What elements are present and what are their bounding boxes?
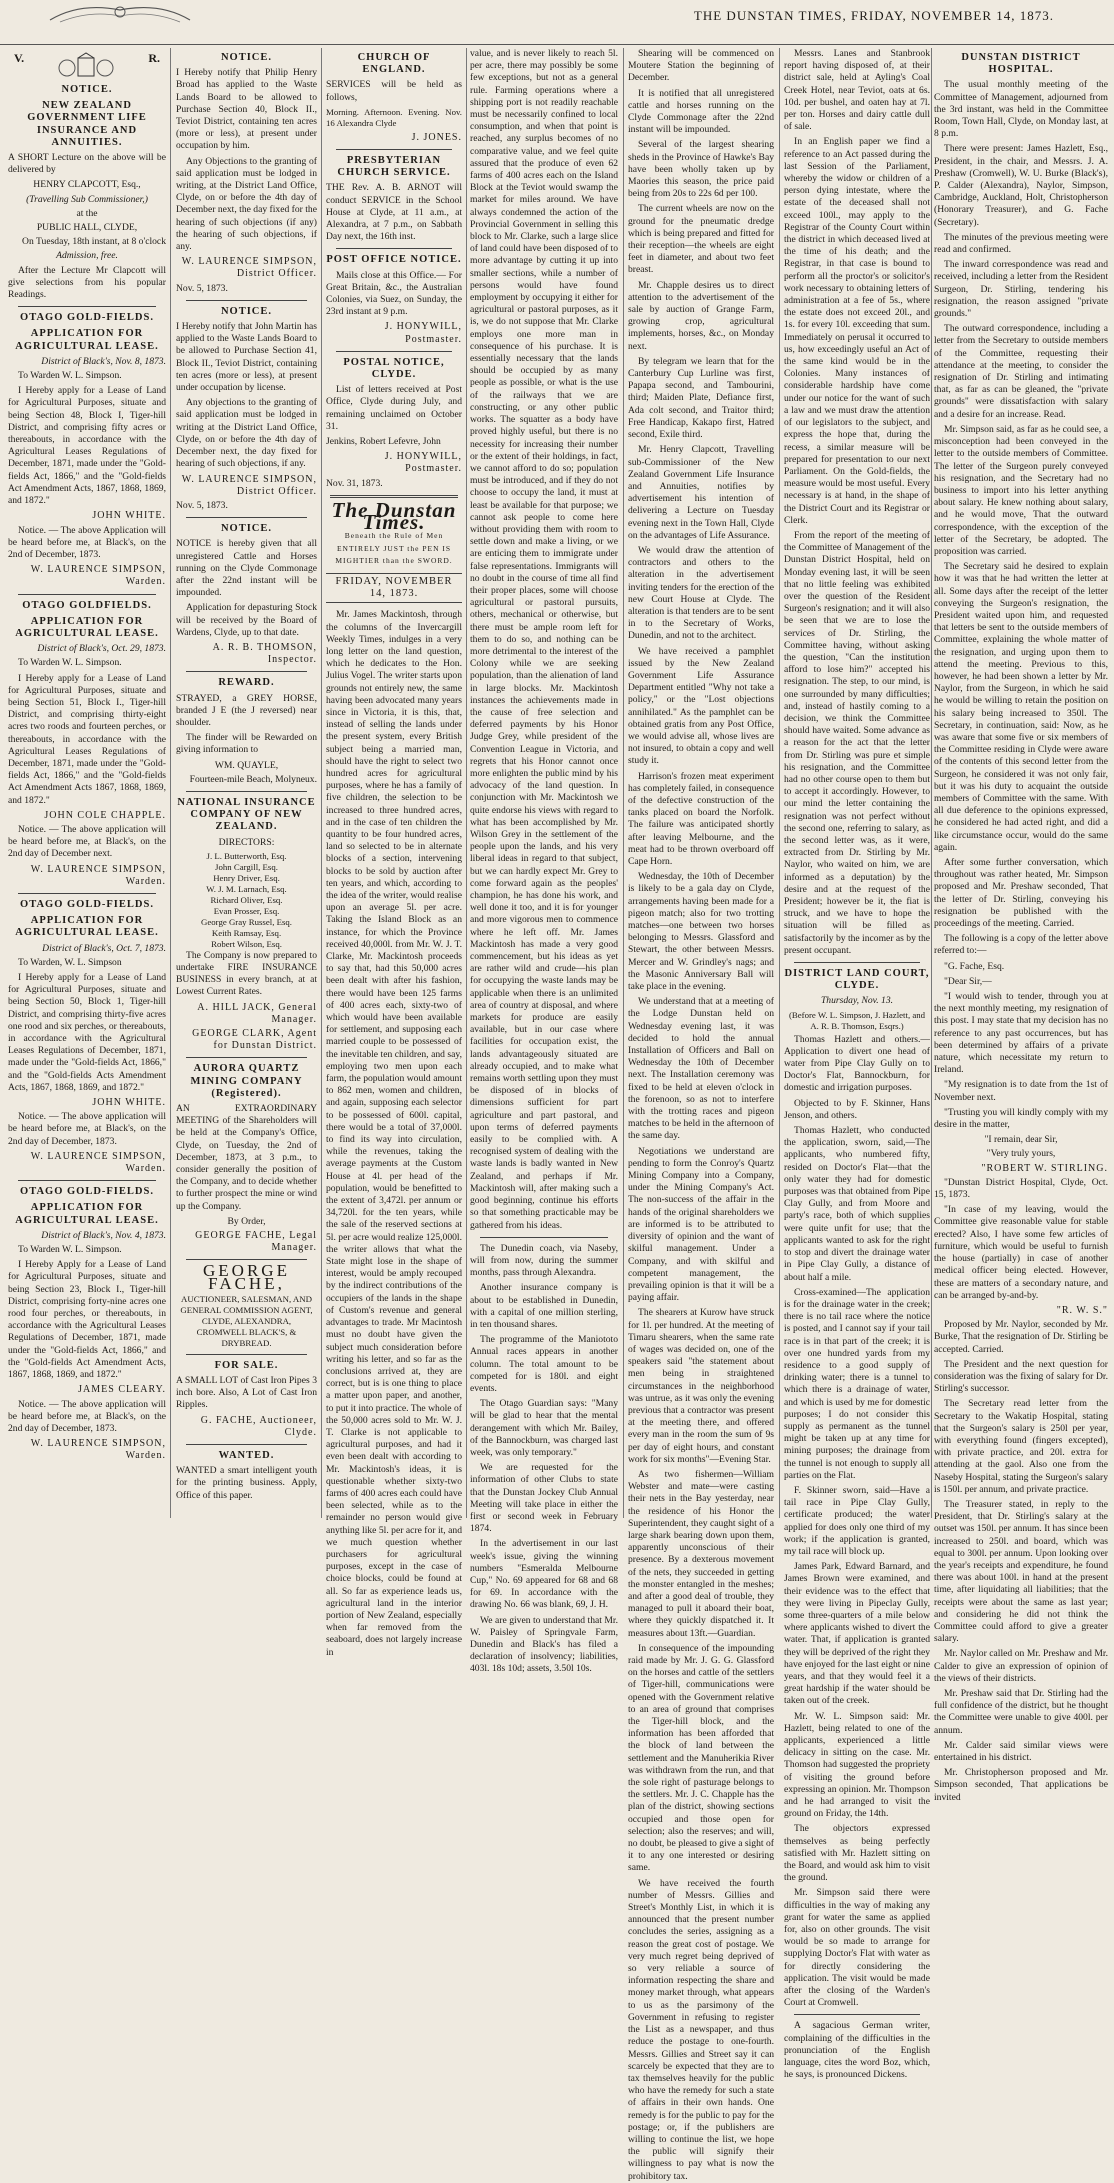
news-item: We have received a pamphlet issued by the New Zealand Government Life Assurance Department entitled "Why not take a policy," or the "Lost objections annihilated." As the pamphlet can be obtained gratis from any Post Office, we would advise all, whose lives are not insured, to obtain a copy and well study it. — [628, 645, 774, 767]
og4-heading: OTAGO GOLD-FIELDS. — [20, 1186, 154, 1198]
column-1 — [8, 48, 166, 1518]
letter-initials: "R. W. S." — [1056, 1304, 1108, 1316]
column-5 — [628, 48, 775, 2182]
n2-date: Nov. 5, 1873. — [176, 499, 228, 511]
court-item: Thomas Hazlett, who conducted the application, sworn, said,—The applicants, who numbered fifty, resided on Doctor's Flat—that the only water they had for domestic purposes was that obtained from Pipe Clay Gully, and from Moore and party's race, both of which supplies were quite unfit for use; that the applicants wanted to ask for the right to stop and divert the drainage water in Pipe Clay Gully, a distance of about half a mile. — [784, 1125, 930, 1283]
presbyterian-heading: PRESBYTERIAN CHURCH SERVICE. — [337, 155, 451, 179]
wanted-heading: WANTED. — [218, 1450, 275, 1462]
leader-article: Mr. James Mackintosh, through the columns of the Invercargill Weekly Times, indulges in a very long letter on the land question, which he dedicates to the Hon. Julius Vogel. The writer starts upon grounds not entirely new, the same having been advocated many years since in Victoria, it is this, that, instead of selling the lands under the present system, every British subject being a married man, should have the right to select two hundred acres for agricultural purposes, where he has a family of five children, the selection to be increased to three hundred acres, and in the case of ten children the quantity to be four hundred acres, land so selected to be in alternate blocks of a section, intervening blocks to be sold by auction after ten years, and which, according to the idea of the writer, would realise upon an average 5l. per acre. Taking the Island Block as an instance, for which the Province received 40,000l. from Mr. W. J. T. Clarke, Mr. Mackintosh proceeds to say that, had this 50,000 acres been dealt with after his fashion, there would have been 125 farms of 400 acres each, sixty-two of which would have been available for settlement, and supposing each married couple to be possessed of the inevitable ten children, and say, employing two men upon each farm, the population would amount to 862 men, women and children, and again, supposing each selector to be possessed of 600l. capital, there would be a total of 37,000l. to find its way into circulation, while the revenues, taking the average payments at the Custom House at 4l. per head of the population, would be benefitted to the extent of 3,472l. per annum or 34,720l. for the ten years, while the sale of the reserved sections at 5l. per acre would realize 125,000l. the writer allows that what the State might lose in the shape of interest, would be amply recouped by the indirect contributions of the occupiers of the lands in the shape of Custom's revenue and general advantages to trade. Mr Macintosh must no doubt have given the subject much consideration before writing his letter, and so far as the conclusions arrived at, they are correct, but is is one thing to place a matter upon paper, and another, to put it into practice. The whole of the 50,000 acres sold to Mr. W. J. T. Clarke is not applicable to agricultural purposes, and had it even been dealt with according to Mr. Mackintosh's ideas, it is questionable whether sixty-two farms of 400 acres each could have been selected, while as to the remainder no person would give anything like 5l. per acre for it, and we much question whether purchasers for agricultural purposes, except in the case of choice blocks, could be found at all. So far as experience leads us, agricultural land in the interior portion of New Zealand, especially when far removed from the seaboard, does not largely increase in — [326, 609, 462, 1658]
og2-warden: W. LAURENCE SIMPSON, Warden. — [30, 863, 166, 887]
venue-at: at the — [76, 207, 98, 219]
reward-name: WM. QUAYLE, — [214, 759, 279, 771]
og1-to: To Warden W. L. Simpson. — [18, 370, 122, 382]
divider — [186, 300, 307, 301]
n1-signature: W. LAURENCE SIMPSON, District Officer. — [181, 256, 317, 280]
og3-district: District of Black's, Oct. 7, 1873. — [42, 942, 166, 954]
venue: PUBLIC HALL, CLYDE, — [36, 222, 138, 234]
court-item: Mr. W. L. Simpson said: Mr. Hazlett, being related to one of the applicants, experienced a little delicacy in sitting on the case. Mr. Thomson had suggested the propriety of visiting the ground before expressing an opinion. Mr. Thompson and he had arranged to visit the ground on Friday, the 14th. — [784, 1710, 930, 1820]
og1-warden: W. LAURENCE SIMPSON, Warden. — [30, 564, 166, 588]
for-sale-heading: FOR SALE. — [214, 1359, 279, 1371]
column-rule — [170, 48, 171, 1518]
court-item: Mr. Simpson said there were difficulties in the way of making any grant for water the same as applied for, also on other grounds. The visit would be so made to arrange for supplying Doctor's Flat with water as for directly considering the application. The visit would be made after the closing of the Warden's Court at Cromwell. — [784, 1887, 930, 2009]
letter-line: "In case of my leaving, would the Committee give reasonable value for stable erected? Also, I have some few articles of furniture, which would be useful to furnish the house (partially) in case of another medical officer being elected. However, these are matters of a secondary nature, and can be arranged by-and-by. — [934, 1204, 1108, 1301]
n1-body: I Hereby notify that Philip Henry Broad has applied to the Waste Lands Board to be allowed to Purchase Section 40, Block II., Teviot District, containing ten acres (more or less), at present under occupation by him. — [176, 67, 317, 152]
lecture-note: After the Lecture Mr Clapcott will give selections from his popular Readings. — [8, 264, 166, 301]
letter-line: "My resignation is to date from the 1st of November next. — [934, 1079, 1108, 1103]
divider — [186, 1354, 307, 1355]
letter-line: "Very truly yours, — [986, 1148, 1056, 1160]
director: W. J. M. Larnach, Esq. — [206, 883, 287, 894]
hospital-item: The minutes of the previous meeting were read and confirmed. — [934, 231, 1108, 256]
letter-line: "Dear Sir,— — [944, 975, 992, 987]
letter-signature: "ROBERT W. STIRLING. — [981, 1162, 1108, 1174]
column-2 — [176, 48, 317, 1518]
letter-line: "Dunstan District Hospital, Clyde, Oct. 15, 1873. — [934, 1176, 1108, 1201]
wanted-body: WANTED a smart intelligent youth for the printing business. Apply, Office of this paper. — [176, 1465, 317, 1501]
postal-notice-signature: J. HONYWILL, Postmaster. — [384, 451, 462, 475]
hospital-item: Mr. Naylor called on Mr. Preshaw and Mr. Calder to give an expression of opinion of the views of their districts. — [934, 1648, 1108, 1684]
hospital-item: Proposed by Mr. Naylor, seconded by Mr. Burke, That the resignation of Dr. Stirling be accepted. Carried. — [934, 1319, 1108, 1355]
director: Richard Oliver, Esq. — [210, 894, 283, 905]
postal-notice-body: List of letters received at Post Office, Clyde during July, and remaining unclaimed on October 31. — [326, 384, 462, 432]
director: John Cargill, Esq. — [215, 861, 278, 872]
news-item: In the advertisement in our last week's issue, giving the winning numbers "Esmeralda Melbourne Cup," No. 69 appeared for 68 and 68 for 69. In accordance with the drawing No. 66 was blank, 69, J. H. — [470, 1538, 618, 1611]
postal-notice-names: Jenkins, Robert Lefevre, John — [326, 436, 441, 448]
letter-line: "Trusting you will kindly comply with my desire in the matter, — [934, 1106, 1108, 1131]
for-sale-signature: G. FACHE, Auctioneer, Clyde. — [200, 1414, 317, 1438]
news-item: We are given to understand that Mr. W. Paisley of Springvale Farm, Dunedin and Black's has filed a declaration of insolvency; liabilities, 403l. 18s 10d; assets, 3.50l 10s. — [470, 1614, 618, 1675]
hospital-item: Mr. Calder said similar views were entertained in his district. — [934, 1739, 1108, 1764]
hospital-item: The outward correspondence, including a letter from the Secretary to outside members of the Committee, requesting their attendance at the meeting, to consider the resignation of Dr. Stirling and intimating that, as far as can be gleaned, the "private grounds" were dissatisfaction with salary and a desire for an increase. Read. — [934, 323, 1108, 420]
og1-heading: OTAGO GOLD-FIELDS. — [20, 312, 154, 324]
n2-body2: Any objections to the granting of said application must be lodged in writing at the District Land Office, Clyde, on or before the 4th day of December next, the day fixed for hearing of such objections, if any. — [176, 397, 317, 470]
og3-notice: Notice. — The above application will be heard before me, at Black's, on the 2nd day of December, 1873. — [8, 1111, 166, 1147]
lecturer-role: (Travelling Sub Commissioner,) — [26, 193, 148, 205]
newspaper-motto: Beneath the Rule of Men ENTIRELY JUST the PEN IS MIGHTIER than the SWORD. — [335, 531, 453, 565]
admission: Admission, free. — [56, 250, 118, 262]
court-item: Objected to by F. Skinner, Hans Jenson, and others. — [784, 1097, 930, 1121]
fache-heading: GEORGE FACHE, — [203, 1261, 290, 1293]
land-court-date: Thursday, Nov. 13. — [820, 995, 894, 1007]
ni-directors-label: DIRECTORS: — [218, 836, 275, 848]
ni-body: The Company is now prepared to undertake FIRE INSURANCE BUSINESS in every branch, at at Lowest Current Rates. — [176, 949, 317, 998]
news-item: As two fishermen—William Webster and mate—were casting their nets in the Bay yesterday, near the residence of his Honor the Superintendent, they caught sight of a large shark bearing down upon them, apparently unconscious of their presence. By a dexterous movement of the nets, they succeeded in getting the monster entangled in the meshes; and after a good deal of trouble, they managed to pull it aboard their boat, where they quickly dispatched it. It measures about 13ft.—Guardian. — [628, 1468, 774, 1639]
divider — [336, 149, 452, 150]
court-item: F. Skinner sworn, said—Have a tail race in Pipe Clay Gully, certificate produced; the water applied for does only one third of my work; if the application is granted, my tail race will block up. — [784, 1484, 930, 1557]
letter-line: "I remain, dear Sir, — [984, 1134, 1058, 1146]
masthead — [0, 0, 1114, 45]
news-item: Mr. Henry Clapcott, Travelling sub-Commissioner of the New Zealand Government Life Insurance and Annuities, notifies by advertisement his intention of delivering a Lecture on Tuesday evening next in the Town Hall, Clyde on the advantages of Life Assurance. — [628, 444, 774, 541]
og2-subheading: APPLICATION FOR AGRICULTURAL LEASE. — [15, 615, 159, 639]
church-times: Morning. Afternoon. Evening. Nov. 16 Alexandra Clyde — [326, 106, 462, 128]
divider — [336, 248, 452, 249]
n2-signature: W. LAURENCE SIMPSON, District Officer. — [181, 473, 317, 497]
news-item: We have received the fourth number of Messrs. Gillies and Street's Monthly List, in which it is announced that the present number concludes the series, assigning as a reason the great cost of postage. We very much regret being deprived of so very reliable a source of information respecting the share and money market through, what appears to us as the parsimony of the Government in refusing to register the List as a newspaper, and thus reduce the postage to one-fourth. Messrs. Gillies and Street say it can scarcely be expected that they are to tax themselves heavily for the public who have the remedy for such a state of affairs in their own hands. One remedy is for the public to pay for the postage; or, if the publishers are willing to continue the list, we hope the public will signify their willingness to pay what is now the prohibitory tax. — [628, 1877, 774, 2182]
og2-heading: OTAGO GOLDFIELDS. — [22, 599, 152, 611]
postal-notice-heading: POSTAL NOTICE, CLYDE. — [343, 356, 445, 381]
og4-to: To Warden W. L. Simpson. — [18, 1244, 122, 1256]
post-office-body: Mails close at this Office.— For Great Britain, &c., the Australian Colonies, via Suez, on Sunday, the 23rd instant at 9 p.m. — [326, 269, 462, 318]
og2-signature: JOHN COLE CHAPPLE. — [44, 809, 166, 821]
news-item: Another insurance company is about to be established in Dunedin, with a capital of one million sterling, in ten thousand shares. — [470, 1282, 618, 1330]
ni-directors-list — [176, 851, 317, 950]
post-office-heading: POST OFFICE NOTICE. — [326, 254, 462, 266]
og3-subheading: APPLICATION FOR AGRICULTURAL LEASE. — [15, 915, 159, 939]
news-item: We would draw the attention of contractors and others to the alteration in the advertisement inviting tenders for the erection of the new Court House at Clyde. The alteration is that tenders are to be sent in to the Secretary of Works, Dunedin, and not to the architect. — [628, 544, 774, 642]
director: Robert Wilson, Esq. — [211, 938, 282, 949]
leader-dateline: FRIDAY, NOVEMBER 14, 1873. — [326, 573, 462, 603]
masthead-title: THE DUNSTAN TIMES, FRIDAY, NOVEMBER 14, 1873. — [693, 8, 1054, 23]
news-item: Messrs. Lanes and Stanbrook report having disposed of, at their district sale, held at Ayling's Coal Creek Hotel, near Teviot, oats at 6s. 10d. per bushel, and oaten hay at 7l. per ton. Horses and dairy cattle dull of sale. — [784, 48, 930, 133]
news-item: The Otago Guardian says: "Many will be glad to hear that the mental derangement with which Mr. Bailey, of the Bannockburn, was charged last week, was only temporary." — [470, 1398, 618, 1458]
crest-ornament-icon — [40, 0, 200, 28]
land-court-heading: DISTRICT LAND COURT, CLYDE. — [784, 968, 930, 992]
divider — [480, 1237, 608, 1238]
lecture-date: On Tuesday, 18th instant, at 8 o'clock — [22, 236, 166, 248]
divider — [18, 893, 156, 894]
court-item: Thomas Hazlett and others.—Application to divert one head of water from Pipe Clay Gully on to Doctor's Flat, Bannockburn, for domestic and irrigation purposes. — [784, 1033, 930, 1094]
hospital-item: The usual monthly meeting of the Committee of Management, adjourned from the 3rd instant, was held in the Committee Room, Town Hall, Clyde, on Monday last, at 8 p.m. — [934, 79, 1108, 140]
reward-body2: The finder will be Rewarded on giving information to — [176, 732, 317, 756]
divider — [18, 594, 156, 595]
column-3 — [326, 48, 462, 1658]
n3-heading: NOTICE. — [220, 523, 273, 535]
lecturer-name: HENRY CLAPCOTT, Esq., — [33, 179, 141, 191]
news-item: Wednesday, the 10th of December is likely to be a gala day on Clyde, arrangements having been made for a pigeon match; also for two trotting matches—one between two horses belonging to Messrs. Glassford and Stewart, the other between Messrs. Mercer and W. Grindley's nags; and the Masonic Anniversary Ball will take place in the evening. — [628, 871, 774, 993]
presbyterian-body: THE Rev. A. B. ARNOT will conduct SERVICE in the School House at Clyde, at 11 a.m., at Alexandra, at 7 p.m., on Sabbath Day next, the 16th inst. — [326, 182, 462, 243]
hospital-item: After some further conversation, which throughout was rather heated, Mr. Simpson proposed and Mr. Preshaw seconded, That the letter of Dr. Stirling, conveying his resignation be published with the proceedings of the meeting. Carried. — [934, 857, 1108, 930]
divider — [186, 791, 307, 792]
column-rule — [779, 48, 780, 1518]
church-body: SERVICES will be held as follows, — [326, 79, 462, 103]
reward-body: STRAYED, a GREY HORSE, branded J E (the J reversed) near shoulder. — [176, 692, 317, 728]
hospital-item: Mr. Simpson said, as far as he could see, a misconception had been conveyed in the letter to the outside members of Committee. The letter of the Surgeon purely conveyed his resignation, and the Secretary had no business to import into his letter anything about salary. He knew nothing about salary, and he would move, That the outward correspondence, with the exception of the letter of the Secretary, be adopted. The proposition was carried. — [934, 423, 1108, 557]
og2-to: To Warden W. L. Simpson. — [18, 657, 122, 669]
hospital-item: The Treasurer stated, in reply to the President, that Dr. Stirling's salary at the outset was 150l. per annum. It has since been increased to 250l. and board, which was equal to 300l. per annum. Upon looking over the year's receipts and expenditure, he found there was about 100l. in hand at the present time, after liquidating all liabilities; that the receipts were about the same as last year; and considering he did not think the Committee could afford to give a greater salary. — [934, 1498, 1108, 1645]
hospital-item: The following is a copy of the letter above referred to:— — [934, 933, 1108, 957]
news-item: A sagacious German writer, complaining of the difficulties in the pronunciation of the English language, cites the word Boz, which, he says, is pronounced Dickens. — [784, 2020, 930, 2081]
n3-signature: A. R. B. THOMSON, Inspector. — [212, 641, 317, 666]
og2-district: District of Black's, Oct. 29, 1873. — [37, 643, 166, 655]
og3-warden: W. LAURENCE SIMPSON, Warden. — [30, 1150, 166, 1175]
og3-signature: JOHN WHITE. — [92, 1097, 166, 1109]
divider — [794, 2014, 920, 2015]
news-item: The programme of the Maniototo Annual races appears in another column. The total amount to be competed for is 180l. and eight events. — [470, 1334, 618, 1394]
divider — [186, 671, 307, 672]
divider — [336, 351, 452, 352]
news-item: The current wheels are now on the ground for the pneumatic dredge which is being prepared and fitted for their reception—the wheels are eight feet in diameter, and about two feet breast. — [628, 203, 774, 276]
og1-subheading: APPLICATION FOR AGRICULTURAL LEASE. — [15, 328, 159, 352]
lecture-intro: A SHORT Lecture on the above will be delivered by — [8, 152, 166, 176]
divider — [186, 1259, 307, 1260]
hospital-item: The Secretary said he desired to explain how it was that he had written the letter at all. Some days after the receipt of the letter conveying the Surgeon's resignation, the President waited upon him, and requested that letters be sent to the outside members of Committee, explaining the whole matter of the resignation, and urging upon them to attend the meeting. Previous to this, however, he had been shown a letter by Mr. Naylor, from the Surgeon, in which he said he would be willing to retain the position on his salary being increased to 350l. The Secretary, in continuation, said: Now, as he was aware that some five or six members of the Committee residing in Clyde were aware of the contents of this second letter from the Surgeon, he considered it was not only fair, but it was his duty to acquaint the outside members of Committee with the same. With all due deference to the opinions expressed, he considered he had acted right, and did a like circumstance occur, would do the same again. — [934, 561, 1108, 853]
n2-heading: NOTICE. — [220, 305, 273, 317]
og4-warden: W. LAURENCE SIMPSON, Warden. — [30, 1438, 166, 1462]
divider — [18, 306, 156, 307]
director: George Gray Russel, Esq. — [201, 916, 292, 927]
news-item: Negotiations we understand are pending to form the Conroy's Quartz Mining Company into a Company, under the Mining Company's Act. The non-success of the affair in the hands of the original shareholders we are informed is to be attributed to diversity of opinion and the want of skilful management. Under a Company, and with skilful and competent management, the prevailing opinion is that it will be a paying affair. — [628, 1145, 774, 1304]
leader-continued: value, and is never likely to reach 5l. per acre, there may possibly be some few exceptions, but not as a general rule. Farming operations where a shipping port is not readily reachable must be necessarily confined to local consumption, and when that point is reached, any surplus becomes of no comparative value, and we feel quite assured that the produce of even 62 farms of 400 acres each on the Island Block at the Teviot would swamp the market for miles around. We have always condemned the action of the Provincial Government in selling this block to Mr. Clarke, such a large slice of land could have been disposed of to more advantage by cutting it up into smaller sections, while a number of persons would have found employment by occupying it either for agricultural or pastoral purposes, as it is, we do not suppose that Mr. Clarke employs one more man in consequence of his purchase. It is essentially necessary that the lands should be occupied by as many people as possible, or what is the use of the railways that we are constructing, or any other public works. The squatter as a body have proved highly useful, but there is no necessity for increasing their number or the extent of their holdings, in fact, we cannot afford to do so; population must be introduced, and if they do not choose to occupy the land, it must at least be available for that purpose; we cannot ask people to come here without providing them with room to settle down and make a living, or we are enticing them to immigrate under false representations. Immigrants will no doubt in the course of time all find their proper places, some will choose agricultural or pastoral pursuits, others, mechanical or otherwise, but there must be ample room left for them to do so, and nothing can be more detrimental to the interest of the Colony while we are seeking population, than the alienation of land in large blocks. Mr. Mackintosh instances the achievements made in the cause of free selection and deferred payments by his Honor Judge Grey, while president of the Convention League in Victoria, and regrets that his Honor cannot once more enlighten the public mind by his advocacy of the land question. In conjunction with Mr. Mackintosh we quite endorse his views with regard to what has been accomplished by Mr. Wilson Grey in the settlement of the people upon the lands, and his very liberal ideas in regard to that subject, but we can hardly expect Mr. Grey to come forward again as the peoples' champion, he has done his work, and well done it too, and it is for younger and more vigorous men to commence where he left off. Mr. James Mackintosh has made a very good commencement, but his ideas as yet are rather wild and crude—his plan for occupying the waste lands may be applicable when there is an unlimited area of country at disposal, and where markets for produce are easily available, but in our case where facilities for occupation exist, the lands advantageously situated are already occupied, and to make what remains worth settling upon they must be disposed of in blocks of dimensions sufficient for part agriculture and part pastoral, and upon terms of deferred payments easily to be complied with. A recognised system of dealing with the waste lands is badly wanted in New Zealand, and perhaps if Mr. Mackintosh will, after making such a good beginning, continue his efforts so that something practicable may be gathered from his ideas. — [470, 48, 618, 1231]
og4-notice: Notice. — The above application will be heard before me, at Black's, on the 2nd day of December, 1873. — [8, 1398, 166, 1434]
news-item: We are requested for the information of other Clubs to state that the Dunstan Jockey Club Annual Meeting will take place in either the first or second week in February 1874. — [470, 1462, 618, 1535]
director: Henry Driver, Esq. — [213, 872, 280, 883]
church-signature: J. JONES. — [411, 131, 462, 143]
news-item: In an English paper we find a reference to an Act passed during the last Session of the Parliament, whereby the widow or children of a person dying intestate, where the estate of the deceased shall not exceed 100l., may apply to the Registrar of the County Court within the district in which deceased lived at the time of his death; and the Registrar, in that case is bound to perform all the proctor's or solicitor's work necessary to obtaining letters of administration at a fee of 5s., where the estate does not exceed 20l., and 1s. for every 10l. exceeding that sum. Immediately on perusal it occurred to us, how exceedingly useful an Act of the same kind would be in the Colonies. Many instances of considerable hardship have come under our notice for the want of such a law and we must draw the attention of our legislators to the subject, and express the hope that, during the recess, a similar measure will be prepared for presentation to our next Parliament. On the Gold-fields, the measure would be most useful. Every necessary is at hand, in the shape of the District Court and its Registrar or Clerk. — [784, 136, 930, 526]
aq-order: By Order, — [227, 1215, 266, 1227]
director: J. L. Butterworth, Esq. — [206, 850, 287, 861]
land-court-bench: (Before W. L. Simpson, J. Hazlett, and A. R. B. Thomson, Esqrs.) — [788, 1009, 926, 1031]
og4-district: District of Black's, Nov. 4, 1873. — [41, 1229, 166, 1241]
court-item: The objectors expressed themselves as being perfectly satisfied with Mr. Hazlett sitting on the Board, and would ask him to visit the ground. — [784, 1823, 930, 1884]
column-7 — [934, 48, 1108, 1803]
og1-district: District of Black's, Nov. 8, 1873. — [41, 355, 166, 367]
news-item: It is notified that all unregistered cattle and horses running on the Clyde Commonage after the 22nd instant will be impounded. — [628, 87, 774, 136]
column-6 — [784, 48, 930, 2081]
news-item: Shearing will be commenced on Moutere Station the beginning of December. — [628, 48, 774, 84]
hospital-item: Mr. Preshaw said that Dr. Stirling had the full confidence of the district, but he thought the Committee were unable to give 400l. per annum. — [934, 1688, 1108, 1736]
n3-body2: Application for depasturing Stock will be received by the Board of Wardens, Clyde, up to that date. — [176, 602, 317, 638]
royal-arms — [14, 52, 160, 80]
news-item: Several of the largest shearing sheds in the Province of Hawke's Bay have been wholly taken up by Maories this season, the price paid being from 20s to 22s 6d per 100. — [628, 139, 774, 200]
church-heading: CHURCH OF ENGLAND. — [357, 52, 431, 76]
n1-heading: NOTICE. — [220, 52, 273, 63]
hospital-heading: DUNSTAN DISTRICT HOSPITAL. — [961, 52, 1081, 76]
og4-signature: JAMES CLEARY. — [78, 1384, 166, 1396]
letter-line: "G. Fache, Esq. — [944, 960, 1005, 972]
fache-subheading: AUCTIONEER, SALESMAN, AND GENERAL COMMISSION AGENT, CLYDE, ALEXANDRA, CROMWELL BLACK'S, & DRYBREAD. — [180, 1293, 313, 1348]
column-rule — [321, 48, 322, 1518]
vr-left: V. — [14, 51, 25, 65]
ni-agent: GEORGE CLARK, Agent for Dunstan District. — [192, 1028, 317, 1052]
news-item: Mr. Chapple desires us to direct attention to the advertisement of the sale by auction of Grange Farm, growing crop, agricultural implements, horses, &c., on Monday next. — [628, 279, 774, 352]
divider — [794, 962, 920, 963]
vr-right: R. — [148, 51, 160, 65]
news-item: By telegram we learn that for the Canterbury Cup Lurline was first, Papapa second, and Tambourini, third; Maiden Plate, Defiance first, Ada colt second, and Traitor third; Free Handicap, Kakapo first, Hatred second, Exile third. — [628, 355, 774, 441]
og2-body: I Hereby apply for a Lease of Land for Agricultural Purposes, situate and being Section 51, Block I., Tiger-hill District, and comprising thirty-eight acres two roods and fourteen perches, or thereabouts, in accordance with the Agricultural Leases Regulations of December, 1871, made under the "Gold-fields Act, 1866," and the "Gold-fields Act Amendment Acts 1867, 1868, 1869, and 1872." — [8, 672, 166, 806]
news-item: Harrison's frozen meat experiment has completely failed, in consequence of the defective construction of the tanks placed on board the Norfolk. The failure was anticipated shortly after leaving Melbourne, and the meat had to be thrown overboard off Cape Horn. — [628, 770, 774, 867]
divider — [186, 517, 307, 518]
letter-line: "I would wish to tender, through you at the next monthly meeting, my resignation of this post. I may state that my decision has no reference to any past occurrences, but has been determined by affairs of a private nature, which necessitate my return to Ireland. — [934, 991, 1108, 1076]
n1-date: Nov. 5, 1873. — [176, 282, 228, 294]
hospital-item: There were present: James Hazlett, Esq., President, in the chair, and Messrs. J. A. Preshaw (Cromwell), W. U. Burke (Black's), P. Calder (Alexandra), Naylor, Simpson, Cambridge, Auckland, Holt, Christopherson (Honorary Treasurer), and G. Fache (Secretary). — [934, 143, 1108, 228]
postal-notice-date: Nov. 31, 1873. — [326, 477, 383, 489]
news-item: The Dunedin coach, via Naseby, will from now, during the summer months, pass through Alexandra. — [470, 1242, 618, 1279]
news-item: We understand that at a meeting of the Lodge Dunstan held on Wednesday evening last, it was decided to hold the annual Installation of Officers and Ball on Wednesday the 10th of December next. The Installation ceremony was fixed to be held at eleven o'clock in the forenoon, so as not to interfere with the trotting races and pigeon matches to be held in the afternoon of the same day. — [628, 996, 774, 1142]
news-item: The shearers at Kurow have struck for 1l. per hundred. At the meeting of Timaru shearers, when the same rate of wages was decided on, one of the speakers said "the statement about men being in straightened circumstances in the neighborhood was untrue, as it was only the evening previous that a contractor was present at the meeting there, and offered every man in the room the sum of 9s per day of eight hours, and constant work for six months"—Evening Star. — [628, 1307, 775, 1465]
hospital-item: The inward correspondence was read and received, including a letter from the Resident Surgeon, Dr. Stirling, tendering his resignation, the reason assigned "private grounds." — [934, 259, 1108, 320]
n2-body: I Hereby notify that John Martin has applied to the Waste Lands Board to be allowed to Purchase Section 41, Block II., Teviot District, containing ten acres (more or less), at present under occupation by license. — [176, 321, 317, 394]
og4-subheading: APPLICATION FOR AGRICULTURAL LEASE. — [15, 1202, 159, 1226]
aq-body: AN EXTRAORDINARY MEETING of the Shareholders will be held at the Company's Office, Clyde, on Tuesday, the 2nd of December, 1873, at 3 p.m., to consider generally the position of the Company, and to decide whether to further prospect the mine or wind up the Company. — [176, 1103, 317, 1212]
aq-signature: GEORGE FACHE, Legal Manager. — [195, 1230, 317, 1254]
og4-body: I Hereby Apply for a Lease of Land for Agricultural Purposes, situate and being Section 23, Block I., Tiger-hill District, comprising forty-nine acres one rood four perches, or thereabouts, in accordance with the Agricultural Leases Regulations of December, 1871, made under the "Gold-fields Act, 1866," and the "Gold-fields Act Amendment Acts, 1867, 1868, 1869, and 1872." — [8, 1259, 166, 1381]
court-item: James Park, Edward Barnard, and James Brown were examined, and their evidence was to the effect that they were living in Pipeclay Gully, some three-quarters of a mile below where applicants wished to divert the water. That, if application is granted they will be deprived of the right they have enjoyed for the last eight or nine years, and that they would feel it a great hardship if the water should be taken out of the creek. — [784, 1561, 930, 1707]
insurance-heading: NEW ZEALAND GOVERNMENT LIFE INSURANCE AND ANNUITIES. — [27, 100, 147, 148]
divider — [18, 1180, 156, 1181]
reward-address: Fourteen-mile Beach, Molyneux. — [189, 773, 317, 785]
column-rule — [931, 48, 932, 1518]
for-sale-body: A SMALL LOT of Cast Iron Pipes 3 inch bore. Also, A Lot of Cast Iron Ripples. — [176, 1375, 317, 1411]
court-item: Cross-examined—The application is for the drainage water in the creek; there is no tail race where the notice is posted, and I cannot say if your tail race is in that part of the creek; it is over one hundred yards from my residence to a good supply of drinking water; there is a tunnel to which there is a drainage of water, and which is used by me for domestic purposes; I do not consider this supply as permanent as the tunnel might be taken up at any time for mining purposes; the drainage from the tunnel is not enough to supply all parties on the Flat. — [784, 1286, 930, 1481]
og2-notice: Notice. — The above application will be heard before me, at Black's, on the 2nd day of December next. — [8, 823, 166, 860]
n1-body2: Any Objections to the granting of said application must be lodged in writing, at the District Land Office, Clyde, on or before the 4th day of December next, the day fixed for the hearing of such objections (if any) the hearing of such objections, if any. — [176, 155, 317, 253]
og1-body: I Hereby apply for a Lease of Land for Agricultural Purposes, situate and being Section 48, Block I, Tiger-hill District, and comprising fifty acres or thereabouts, in accordance with the Agricultural Leases Regulations of December, 1871, made under the "Gold-fields Act, 1866," and the "Gold-fields Act Amendment Acts, 1867, 1868, 1869, and 1872." — [8, 385, 166, 507]
og1-notice: Notice. — The above Application will be heard before me, at Black's, on the 2nd of December, 1873. — [8, 524, 166, 560]
coat-of-arms-icon — [51, 52, 121, 80]
og1-signature: JOHN WHITE. — [92, 510, 166, 522]
notice-heading: NOTICE. — [61, 84, 113, 95]
og3-body: I Hereby apply for a Lease of Land for Agricultural Purposes, situate and being Section 50, Block 1, Tiger-hill District, and comprising thirty-five acres one rood and six perches, or thereabouts, in accordance with the Agricultural Leases Regulations of December, 1871, made under the "Gold-fields Act, 1866," and the "Gold-fields Acts Amendment Acts, 1867, 1868, 1869, and 1872." — [8, 972, 166, 1093]
column-rule — [623, 48, 624, 1518]
news-item: From the report of the meeting of the Committee of Management of the Dunstan District Hospital, held on Monday evening last, it will be seen that no little feeling was exhibited over the question of the Resident Surgeon's resignation; and it will also be seen that we are to lose the services of Dr. Stirling, the Committee having, without asking the question, "Can the institution afford to lose him?" accepted his resignation. The step, to our mind, is one surrounded by many difficulties; and, instead of hastily coming to a decision, we think the Committee should have waited. Some advance as a reason for the act that the letter from Dr. Stirling was pure et simple his resignation, and the Committee had no other course open to them but to accept it accordingly. However, to our mind the letter containing the resignation was not perfect without the second one, referring to salary, as the second letter was, as it were, extracted from Dr. Stirling by Mr. Naylor, who waited on him, we are informed as a deputation) by the desire and at the request of the President; however be it, the fiat is struck, and we have to hope the situation will be filled as satisfactorily by the incomer as by the present occupant. — [784, 529, 930, 956]
og3-heading: OTAGO GOLD-FIELDS. — [20, 898, 154, 910]
column-rule — [466, 48, 467, 1518]
hospital-item: The President and the next question for consideration was the fixing of salary for Dr. Stirling's successor. — [934, 1358, 1108, 1395]
hospital-item: The Secretary read letter from the Secretary to the Wakatip Hospital, stating that the Surgeon's salary is 250l per year, with everything found (fingers excepted), with private practice, and 20l. extra for attending at the gaol. Also one from the Naseby Hospital, stating the Surgeon's salary is 150l. per annum, and private practice. — [934, 1398, 1108, 1495]
director: Keith Ramsay, Esq. — [211, 927, 282, 938]
news-item: In consequence of the impounding raid made by Mr. J. G. G. Glassford on the horses and cattle of the settlers of Tiger-hill, communications were opened with the Government relative to an area of ground that comprises the Tiger-hill block, and the information has been afforded that the block of land between the settlement and the Manuherikia River was withdrawn from the run, and that the sole right of pasturage belongs to the settlers. Mr. J. C. Chapple has the plan of the district, showing sections occupied and those open for selection; also the reserves; and will, no doubt, be pleased to give a sight of it to any one interested or desiring same. — [628, 1642, 774, 1874]
newspaper-nameplate: The Dunstan Times. — [331, 497, 457, 535]
divider — [186, 1444, 307, 1445]
director: Evan Prosser, Esq. — [213, 905, 280, 916]
ni-heading: NATIONAL INSURANCE COMPANY OF NEW ZEALAND. — [177, 796, 316, 833]
hospital-item: Mr. Christopherson proposed and Mr. Simpson seconded, That applications be invited — [934, 1767, 1108, 1803]
ni-manager: A. HILL JACK, General Manager. — [197, 1001, 317, 1025]
column-4 — [470, 48, 618, 1675]
og3-to: To Warden, W. L. Simpson — [18, 956, 122, 968]
divider — [186, 1057, 307, 1058]
aq-heading: AURORA QUARTZ MINING COMPANY (Registered). — [190, 1063, 303, 1099]
n3-body: NOTICE is hereby given that all unregistered Cattle and Horses running on the Clyde Commonage after the 22nd instant will be impounded. — [176, 538, 317, 599]
post-office-signature: J. HONYWILL, Postmaster. — [384, 321, 462, 345]
reward-heading: REWARD. — [218, 677, 275, 689]
